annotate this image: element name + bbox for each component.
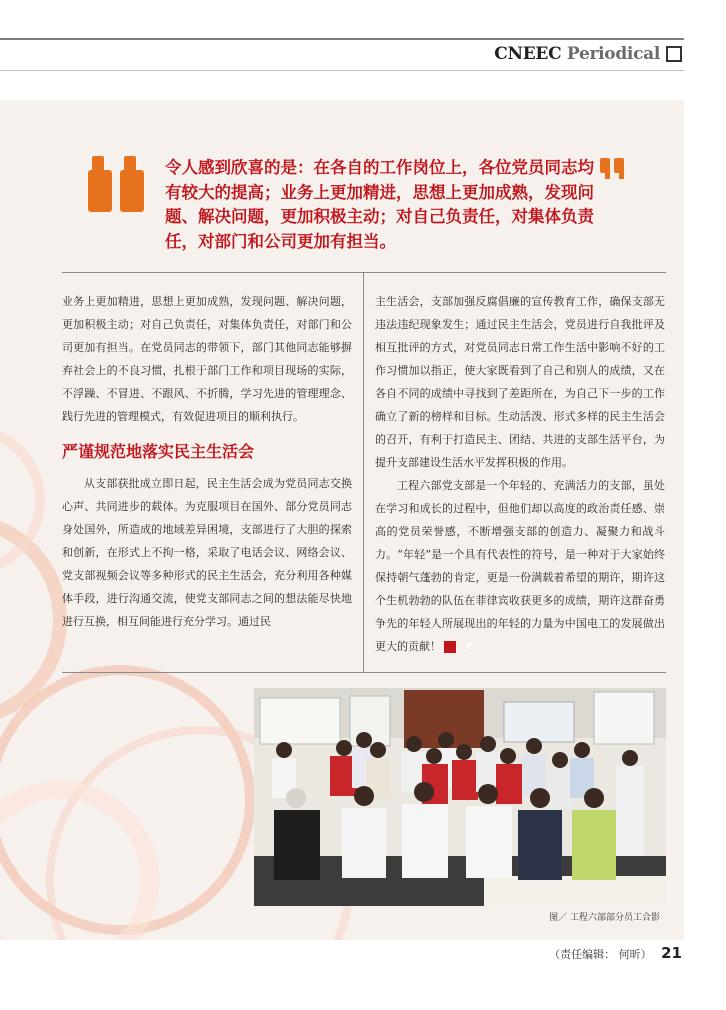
editor-credit: （责任编辑： 何昕） — [549, 948, 652, 961]
brand-square-icon — [666, 46, 682, 62]
paragraph: 业务上更加精进，思想上更加成熟，发现问题、解决问题，更加积极主动；对自己负责任，对集体负责任，对部门和公司更加有担当。在党员同志的带领下，部门其他同志能够摒弃社会上的不良习惯，扎根于部门工作和项目现场的实际，不浮躁、不冒进、不跟风、不折腾，学习先进的管理理念、践行先进的管理模式，有效促进项目的顺利执行。 — [62, 295, 352, 423]
column-top-rule — [62, 272, 666, 273]
pull-quote: 令人感到欣喜的是：在各自的工作岗位上，各位党员同志均有较大的提高；业务上更加精进，思想上更加成熟，发现问题、解决问题，更加积极主动；对自己负责任，对集体负责任，对部门和公司更加有担当。 — [165, 158, 594, 251]
column-divider — [363, 272, 364, 672]
group-photo — [254, 688, 666, 906]
periodical-brand — [494, 44, 660, 64]
paragraph-final — [375, 474, 665, 658]
paragraph: 从支部获批成立即日起，民主生活会成为党员同志交换心声、共同进步的载体。为克服项目在国外、部分党员同志身处国外，所造成的地域差异困境，支部进行了大胆的探索和创新，在形式上不拘一格，采取了电话会议、网络会议、党支部视频会议等多种形式的民主生活会，充分利用各种媒体手段，进行沟通交流，使党支部同志之间的想法能尽快地进行互换，相互间能进行充分学习。通过民 — [62, 477, 352, 628]
quote-close-icon — [600, 158, 626, 180]
section-heading: 严谨规范地落实民主生活会 — [62, 442, 255, 461]
paragraph-text: 工程六部党支部是一个年轻的、充满活力的支部，虽处在学习和成长的过程中，但他们却以高度的政治责任感、崇高的党员荣誉感，不断增强支部的创造力、凝聚力和战斗力。“年轻”是一个具有代表性的符号，是一种对于大家始终保持朝气蓬勃的肯定，更是一份满载着希望的期许，期许这个生机勃勃的队伍在菲律宾收获更多的成绩，期许这群奋勇争先的年轻人所展现出的年轻的力量为中国电工的发展做出更大的贡献！ — [375, 479, 665, 653]
photo-caption: 图／ 工程六部部分员工合影 — [549, 913, 660, 923]
brand-periodical: Periodical — [566, 44, 660, 64]
page-footer — [549, 944, 682, 962]
brand-cneec: CNEEC — [494, 44, 562, 64]
header-rule-thin — [0, 70, 684, 71]
article-column-right — [375, 290, 665, 658]
article-column-left — [62, 290, 352, 633]
page-number: 21 — [661, 944, 682, 962]
paragraph: 主生活会，支部加强反腐倡廉的宣传教育工作，确保支部无违法违纪现象发生；通过民主生活会，党员进行自我批评及相互批评的方式，对党员同志日常工作生活中影响不好的工作习惯加以指正，使大家既看到了自己和别人的成绩，又在各自不同的成绩中寻找到了差距所在，为自己下一步的工作确立了新的榜样和目标。生动活泼、形式多样的民主生活会的召开，有利于打造民主、团结、共进的支部生活平台，为提升支部建设生活水平发挥积极的作用。 — [375, 295, 665, 469]
column-bottom-rule — [62, 672, 666, 673]
header-rule — [0, 38, 684, 40]
quote-open-icon — [88, 156, 148, 212]
end-mark-icon: C — [444, 641, 456, 653]
